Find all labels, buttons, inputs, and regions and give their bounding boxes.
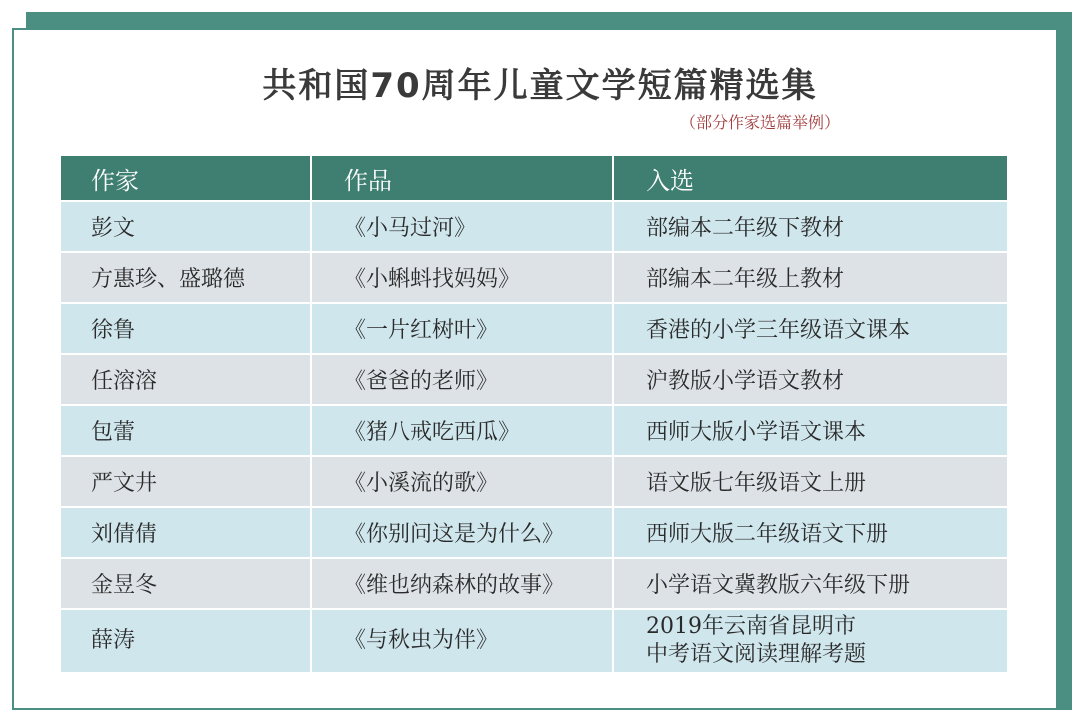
work-cell: 《你别问这是为什么》 [312,508,612,557]
table-header [61,156,1007,200]
selection-cell: 西师大版二年级语文下册 [614,508,1007,557]
author-cell: 金昱冬 [61,559,310,608]
table-row [61,406,1007,455]
author-cell: 薛涛 [61,610,310,672]
header-selection: 入选 [614,156,1007,200]
author-cell: 任溶溶 [61,355,310,404]
selection-line: 中考语文阅读理解考题 [646,642,867,667]
selection-cell: 部编本二年级上教材 [614,253,1007,302]
selection-cell: 部编本二年级下教材 [614,202,1007,251]
table-row [61,559,1007,608]
selection-cell: 西师大版小学语文课本 [614,406,1007,455]
author-cell: 包蕾 [61,406,310,455]
work-cell: 《一片红树叶》 [312,304,612,353]
selection-cell: 沪教版小学语文教材 [614,355,1007,404]
author-cell: 方惠珍、盛璐德 [61,253,310,302]
selection-cell: 香港的小学三年级语文课本 [614,304,1007,353]
selection-cell [614,610,1007,672]
table-row [61,253,1007,302]
selection-line: 2019年云南省昆明市 [646,614,856,639]
page-subtitle: （部分作家选篇举例） [680,113,841,132]
table-row [61,610,1007,672]
work-cell: 《猪八戒吃西瓜》 [312,406,612,455]
work-cell: 《爸爸的老师》 [312,355,612,404]
work-cell: 《小马过河》 [312,202,612,251]
work-cell: 《维也纳森林的故事》 [312,559,612,608]
table-row [61,508,1007,557]
selection-cell: 语文版七年级语文上册 [614,457,1007,506]
selection-table [61,156,1007,674]
author-cell: 刘倩倩 [61,508,310,557]
header-work: 作品 [312,156,612,200]
table-row [61,202,1007,251]
work-cell: 《小溪流的歌》 [312,457,612,506]
author-cell: 徐鲁 [61,304,310,353]
work-cell: 《小蝌蚪找妈妈》 [312,253,612,302]
work-cell: 《与秋虫为伴》 [312,610,612,672]
author-cell: 彭文 [61,202,310,251]
table-row [61,457,1007,506]
page-title: 共和国70周年儿童文学短篇精选集 [262,66,818,106]
author-cell: 严文井 [61,457,310,506]
header-author: 作家 [61,156,310,200]
selection-cell: 小学语文冀教版六年级下册 [614,559,1007,608]
table-row [61,355,1007,404]
table-row [61,304,1007,353]
